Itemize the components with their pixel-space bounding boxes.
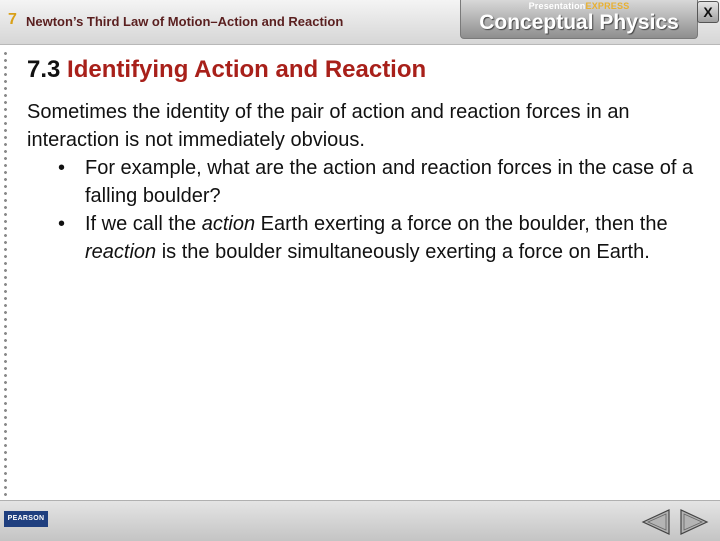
brand-logo bbox=[460, 0, 698, 39]
brand-tagline bbox=[461, 1, 697, 11]
emphasis-reaction: reaction bbox=[85, 241, 157, 263]
chapter-number: 7 bbox=[8, 11, 17, 28]
bullet-text-2c: is the boulder simultaneously exerting a force on Earth. bbox=[156, 241, 650, 263]
bullet-text-2b: Earth exerting a force on the boulder, then the bbox=[255, 213, 668, 235]
previous-arrow-icon bbox=[640, 508, 672, 536]
bullet-text-2a: If we call the bbox=[85, 213, 202, 235]
bullet-list bbox=[27, 154, 697, 266]
previous-slide-button[interactable] bbox=[640, 508, 672, 536]
bullet-glyph: • bbox=[58, 213, 66, 235]
slide-body bbox=[27, 98, 697, 266]
next-arrow-icon bbox=[678, 508, 710, 536]
chapter-title: Newton’s Third Law of Motion–Action and Reaction bbox=[26, 14, 344, 29]
slide-title-text: Identifying Action and Reaction bbox=[67, 56, 427, 83]
dotted-border-decoration bbox=[3, 50, 8, 496]
bullet-text-1: For example, what are the action and reaction forces in the case of a falling boulder? bbox=[85, 157, 694, 207]
bullet-glyph: • bbox=[58, 157, 66, 179]
brand-express: EXPRESS bbox=[585, 1, 630, 11]
next-slide-button[interactable] bbox=[678, 508, 710, 536]
pearson-logo: PEARSON bbox=[4, 511, 48, 527]
brand-title: Conceptual Physics bbox=[479, 11, 679, 34]
close-button[interactable]: X bbox=[697, 1, 719, 23]
bullet-item bbox=[27, 210, 697, 266]
emphasis-action: action bbox=[201, 213, 256, 235]
slide-title bbox=[27, 56, 426, 84]
bullet-item bbox=[27, 154, 697, 210]
header-bar bbox=[0, 0, 720, 45]
footer-bar bbox=[0, 500, 720, 541]
brand-presentation: Presentation bbox=[528, 1, 586, 11]
slide-title-number: 7.3 bbox=[27, 56, 61, 83]
intro-paragraph: Sometimes the identity of the pair of action and reaction forces in an interaction is not immediately obvious. bbox=[27, 101, 630, 151]
